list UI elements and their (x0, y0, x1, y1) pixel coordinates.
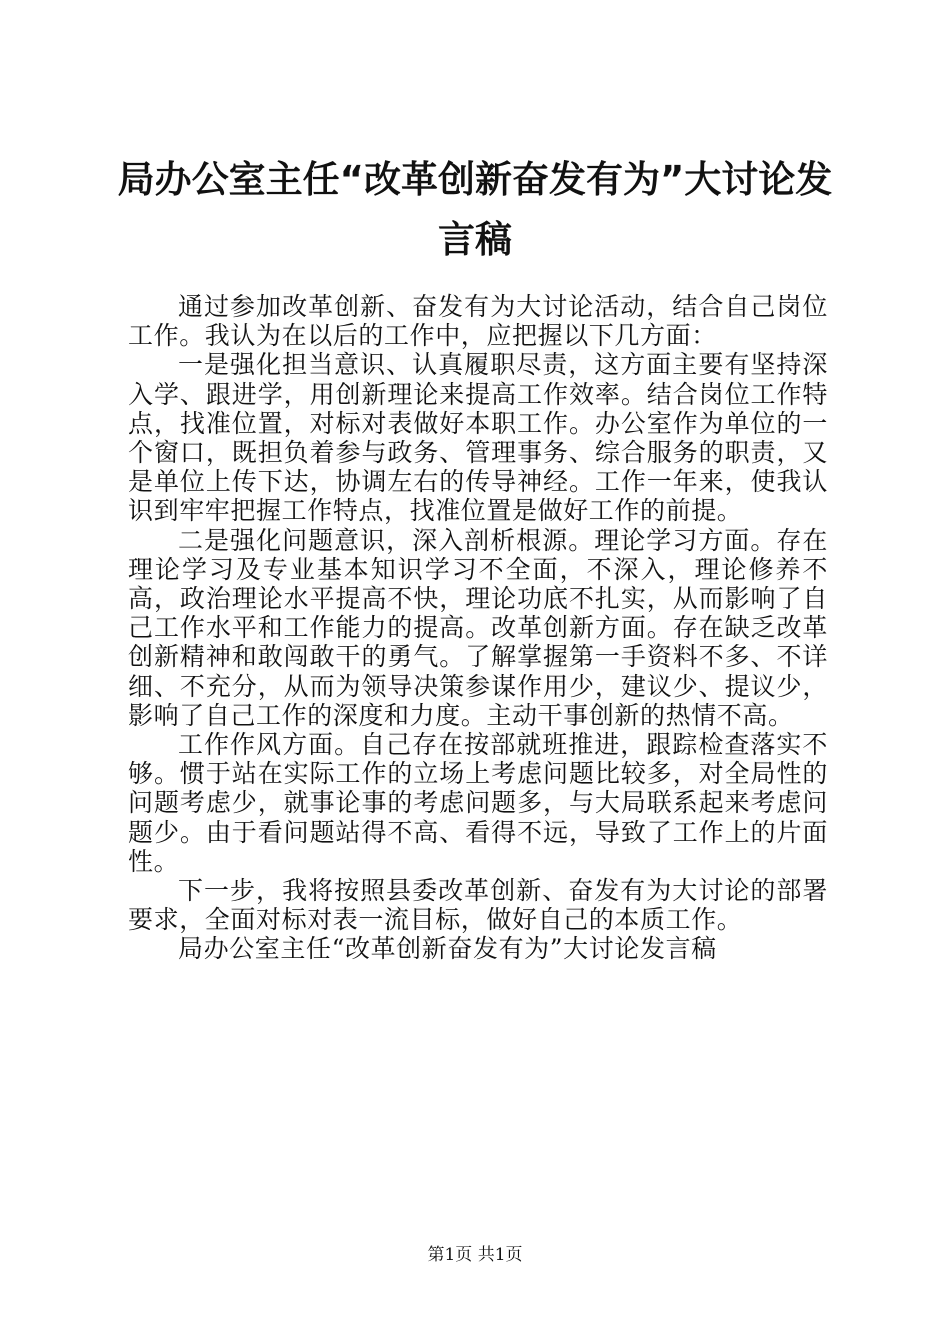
paragraph-closing-title: 局办公室主任“改革创新奋发有为”大讨论发言稿 (178, 934, 717, 964)
document-title: 局办公室主任“改革创新奋发有为”大讨论发言稿 (117, 158, 833, 261)
paragraph-next-step: 下一步，我将按照县委改革创新、奋发有为大讨论的部署要求，全面对标对表一流目标，做好自己的本质工作。 (128, 876, 828, 935)
paragraph-point-one: 一是强化担当意识、认真履职尽责，这方面主要有坚持深入学、跟进学，用创新理论来提高工作效率。结合岗位工作特点，找准位置，对标对表做好本职工作。办公室作为单位的一个窗口，既担负着参与政务、管理事务、综合服务的职责，又是单位上传下达，协调左右的传导神经。工作一年来，使我认识到牢牢把握工作特点，找准位置是做好工作的前提。 (128, 350, 828, 526)
page-footer: 第1页 共1页 (427, 1245, 523, 1265)
paragraph-intro: 通过参加改革创新、奋发有为大讨论活动，结合自己岗位工作。我认为在以后的工作中，应把握以下几方面： (128, 292, 828, 351)
paragraph-point-two: 二是强化问题意识，深入剖析根源。理论学习方面。存在理论学习及专业基本知识学习不全面，不深入，理论修养不高，政治理论水平提高不快，理论功底不扎实，从而影响了自己工作水平和工作能力的提高。改革创新方面。存在缺乏改革创新精神和敢闯敢干的勇气。了解掌握第一手资料不多、不详细、不充分，从而为领导决策参谋作用少，建议少、提议少，影响了自己工作的深度和力度。主动干事创新的热情不高。 (128, 525, 828, 730)
paragraph-work-style: 工作作风方面。自己存在按部就班推进，跟踪检查落实不够。惯于站在实际工作的立场上考虑问题比较多，对全局性的问题考虑少，就事论事的考虑问题多，与大局联系起来考虑问题少。由于看问题站得不高、看得不远，导致了工作上的片面性。 (128, 730, 828, 876)
document-body (128, 292, 828, 964)
